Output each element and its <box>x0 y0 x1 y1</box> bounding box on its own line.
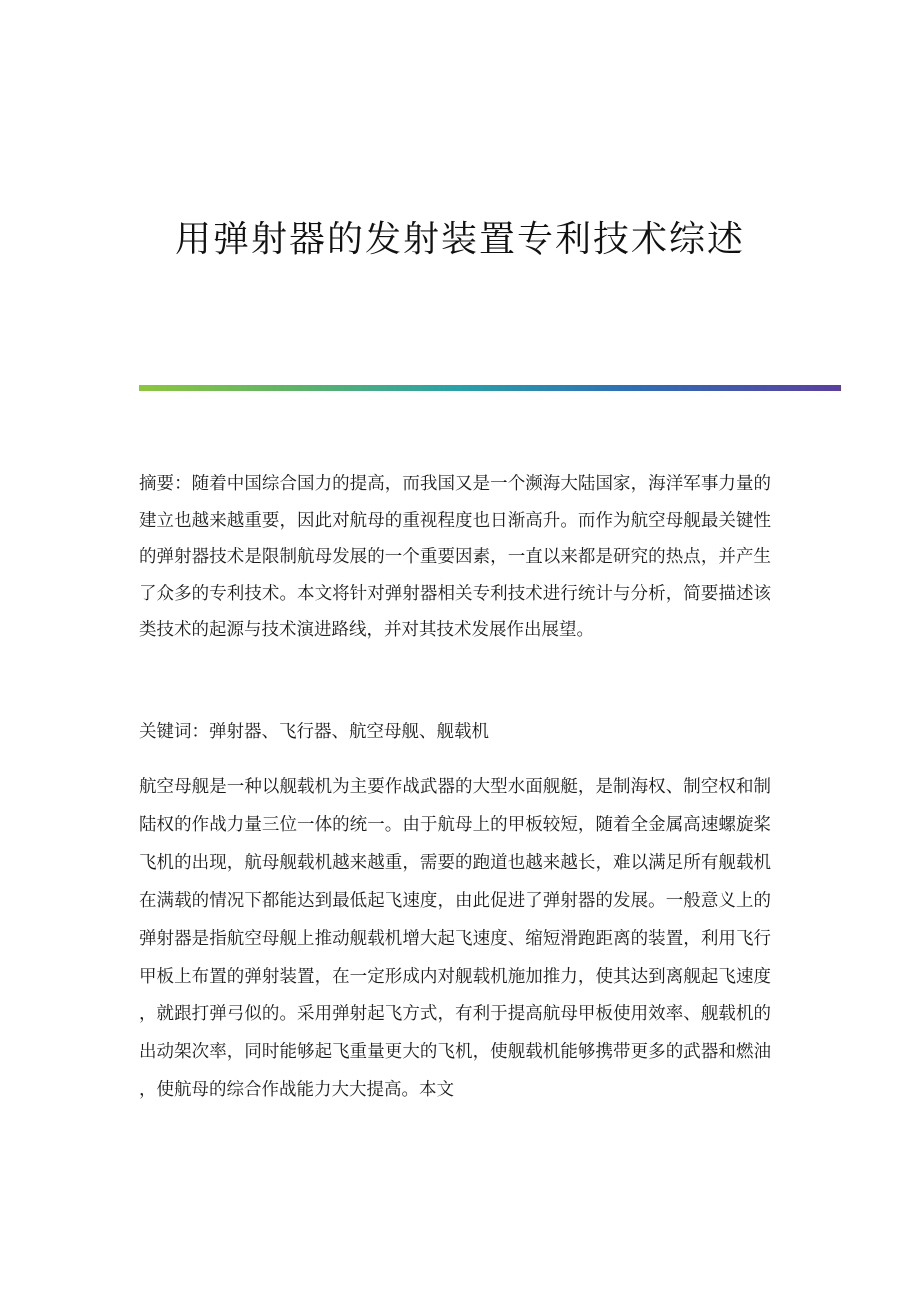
abstract-paragraph: 摘要：随着中国综合国力的提高，而我国又是一个濒海大陆国家，海洋军事力量的建立也越来越重要，因此对航母的重视程度也日渐高升。而作为航空母舰最关键性的弹射器技术是限制航母发展的一个重要因素，一直以来都是研究的热点，并产生了众多的专利技术。本文将针对弹射器相关专利技术进行统计与分析，简要描述该类技术的起源与技术演进路线，并对其技术发展作出展望。 <box>139 474 771 641</box>
intro-paragraph: 航空母舰是一种以舰载机为主要作战武器的大型水面舰艇，是制海权、制空权和制陆权的作战力量三位一体的统一。由于航母上的甲板较短，随着全金属高速螺旋桨飞机的出现，航母舰载机越来越重，需要的跑道也越来越长，难以满足所有舰载机在满载的情况下都能达到最低起飞速度，由此促进了弹射器的发展。一般意义上的弹射器是指航空母舰上推动舰载机增大起飞速度、缩短滑跑距离的装置，利用飞行甲板上布置的弹射装置，在一定形成内对舰载机施加推力，使其达到离舰起飞速度，就跟打弹弓似的。采用弹射起飞方式，有利于提高航母甲板使用效率、舰载机的出动架次率，同时能够起飞重量更大的飞机，使舰载机能够携带更多的武器和燃油，使航母的综合作战能力大大提高。本文 <box>139 777 771 1101</box>
title-divider <box>139 385 841 391</box>
keywords-line: 关键词：弹射器、飞行器、航空母舰、舰载机 <box>139 722 489 742</box>
document-title: 用弹射器的发射装置专利技术综述 <box>174 219 745 260</box>
